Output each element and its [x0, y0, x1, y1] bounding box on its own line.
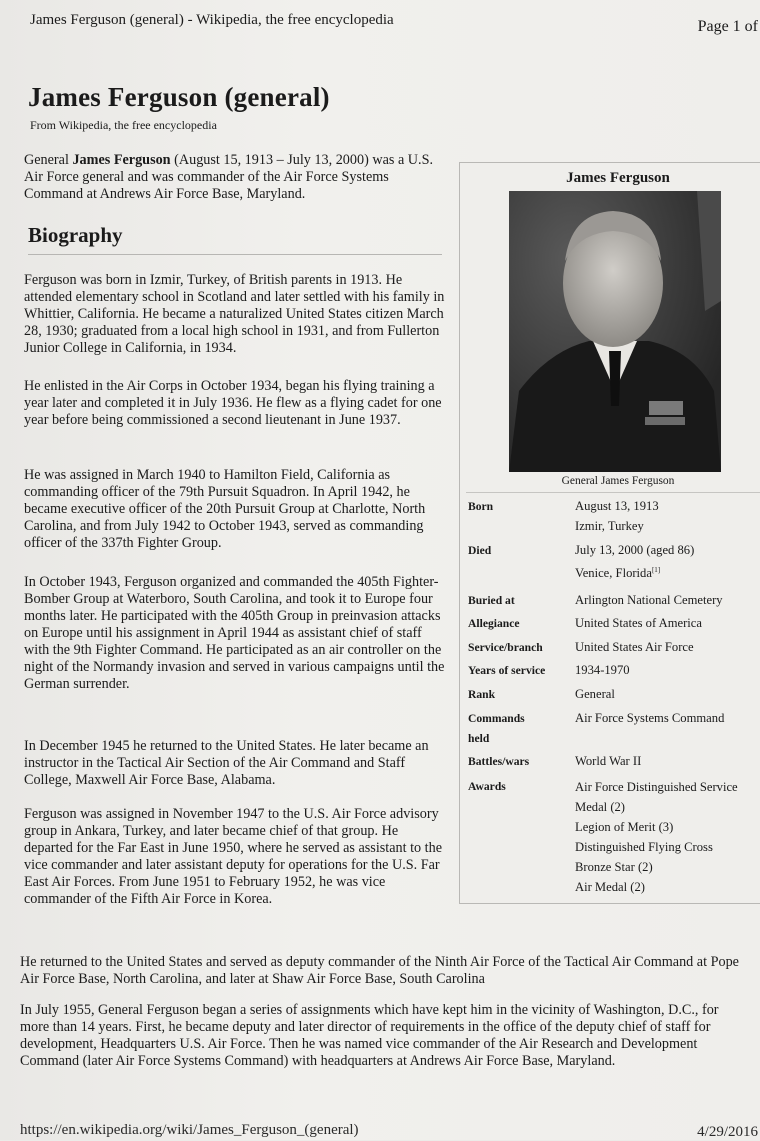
infobox-value: United States of America — [575, 616, 702, 630]
print-header-title: James Ferguson (general) - Wikipedia, the free encyclopedia — [30, 12, 394, 28]
paragraph: He enlisted in the Air Corps in October 1934, began his flying training a year later and completed it in July 1936. He flew as a flying cadet for one year before being commissioned a second lieutenant in June 1937. — [24, 378, 442, 428]
from-wikipedia-line: From Wikipedia, the free encyclopedia — [30, 118, 217, 132]
infobox-key: Allegiance — [468, 617, 520, 630]
page-indicator: Page 1 of — [697, 18, 758, 35]
infobox-value: Air Force Distinguished Service Medal (2) Legion of Merit (3) Distinguished Flying Cross Bronze Star (2) Air Medal (2) — [575, 780, 738, 894]
paragraph: In October 1943, Ferguson organized and commanded the 405th Fighter-Bomber Group at Waterboro, South Carolina, and took it to Europe four months later. He participated with the 405th Group in preinvasion attacks on Europe until his assignment in April 1944 as assistant chief of staff with the 9th Fighter Command. He participated as an air controller on the night of the Normandy invasion and served in various campaigns until the German surrender. — [24, 574, 445, 692]
section-heading-biography: Biography — [28, 223, 123, 247]
paragraph: In July 1955, General Ferguson began a series of assignments which have kept him in the vicinity of Washington, D.C., for more than 14 years. First, he became deputy and later director of requirements in the office of the deputy chief of staff for development, Headquarters U.S. Air Force. Then he was named vice commander of the Air Research and Development Command (later Air Force Systems Command) with headquarters at Andrews Air Force Base, Maryland. — [20, 1002, 719, 1069]
infobox-value-wrap — [575, 541, 760, 583]
infobox-value: 1934-1970 — [575, 663, 630, 677]
section-divider — [28, 254, 442, 255]
infobox-value: General — [575, 687, 615, 701]
portrait-photo — [509, 191, 721, 472]
infobox-value: United States Air Force — [575, 640, 694, 654]
portrait-image — [509, 191, 721, 472]
footer-date: 4/29/2016 — [697, 1124, 758, 1140]
infobox-value: World War II — [575, 754, 642, 768]
paragraph: He was assigned in March 1940 to Hamilton Field, California as commanding officer of the 79th Pursuit Squadron. In April 1942, he became executive officer of the 20th Pursuit Group at Charlotte, North Carolina, and from July 1942 to October 1943, served as commanding officer of the 337th Fighter Group. — [24, 467, 426, 551]
infobox-key: Commands held — [468, 712, 525, 745]
infobox-value: July 13, 2000 (aged 86) Venice, Florida — [575, 543, 695, 580]
portrait-caption: General James Ferguson — [561, 475, 675, 487]
article-title: James Ferguson (general) — [28, 82, 330, 112]
infobox-key: Awards — [468, 780, 506, 793]
infobox — [459, 162, 760, 904]
infobox-key: Rank — [468, 688, 496, 701]
intro-paragraph — [24, 152, 449, 203]
reference-link[interactable]: [1] — [651, 565, 661, 574]
intro-rest: (August 15, 1913 – July 13, 2000) was a U.S. Air Force general and was commander of the Air Force Systems Command at Andrews Air Force Base, Maryland. — [24, 152, 434, 202]
infobox-divider — [466, 492, 760, 493]
paragraph: In December 1945 he returned to the United States. He later became an instructor in the Tactical Air Section of the Air Command and Staff College, Maxwell Air Force Base, Alabama. — [24, 738, 429, 788]
infobox-key: Service/branch — [468, 641, 543, 654]
infobox-key: Battles/wars — [468, 755, 530, 768]
intro-name: James Ferguson — [72, 152, 171, 168]
paragraph: He returned to the United States and served as deputy commander of the Ninth Air Force of the Tactical Air Command at Pope Air Force Base, North Carolina, and later at Shaw Air Force Base, South Carolina — [20, 954, 739, 987]
intro-lead: General — [24, 152, 73, 168]
infobox-key: Buried at — [468, 594, 515, 607]
infobox-key: Died — [468, 544, 492, 557]
footer-url: https://en.wikipedia.org/wiki/James_Ferguson_(general) — [20, 1122, 359, 1138]
paragraph: Ferguson was born in Izmir, Turkey, of British parents in 1913. He attended elementary school in Scotland and later settled with his family in Whittier, California. He became a naturalized United States citizen March 28, 1930; graduated from a local high school in 1931, and from Fullerton Junior College in California, in 1934. — [24, 272, 445, 356]
infobox-title: James Ferguson — [566, 170, 670, 186]
infobox-key: Years of service — [468, 664, 546, 677]
infobox-value: August 13, 1913 Izmir, Turkey — [575, 499, 659, 533]
infobox-value: Air Force Systems Command — [575, 711, 725, 725]
infobox-key: Born — [468, 500, 494, 513]
infobox-value: Arlington National Cemetery — [575, 593, 723, 607]
paragraph: Ferguson was assigned in November 1947 to the U.S. Air Force advisory group in Ankara, Turkey, and later became chief of that group. He departed for the Far East in June 1950, where he served as assistant to the vice commander and later assistant deputy for operations for the U.S. Far East Air Forces. From June 1951 to February 1952, he was vice commander of the Fifth Air Force in Korea. — [24, 806, 443, 907]
